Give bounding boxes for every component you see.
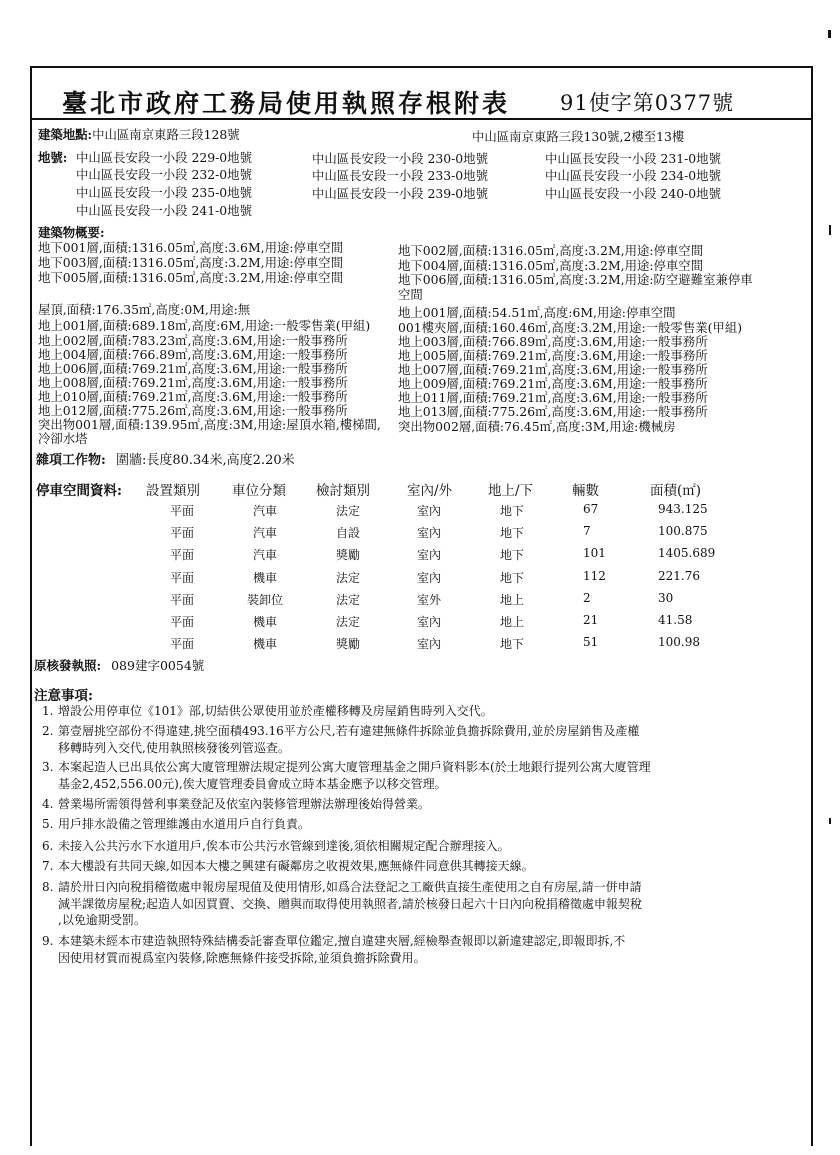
- parking-cell: 法定: [336, 615, 361, 629]
- parking-cell: 機車: [253, 637, 278, 651]
- parking-cell: 平面: [170, 526, 195, 540]
- header-rule: [32, 118, 813, 120]
- note-item: 1. 增設公用停車位《101》部,切結供公眾使用並於產權移轉及房屋銷售時列入交代。: [42, 704, 493, 718]
- floor-left: 屋頂,面積:176.35㎡,高度:0M,用途:無: [38, 302, 251, 317]
- parking-cell: 汽車: [253, 548, 278, 562]
- parking-cell: 112: [583, 569, 606, 583]
- floor-right: 地下006層,面積:1316.05㎡,高度:3.2M,用途:防空避難室兼停車: [398, 272, 753, 287]
- floor-left: 冷卻水塔: [38, 431, 88, 446]
- location-label: 建築地點:: [38, 127, 93, 142]
- parking-cell: 室內: [417, 548, 442, 562]
- floor-right: 001樓夾層,面積:160.46㎡,高度:3.2M,用途:一般零售業(甲組): [398, 320, 743, 335]
- parking-cell: 室內: [417, 571, 442, 585]
- parking-cell: 室外: [417, 593, 442, 607]
- floor-right: 突出物002層,面積:76.45㎡,高度:3M,用途:機械房: [398, 419, 676, 434]
- parking-cell: 汽車: [253, 504, 278, 518]
- note-item: 6. 未接入公共污水下水道用戶,俟本市公共污水管線到達後,須依相關規定配合辦理接入。: [42, 839, 510, 853]
- parking-header: 檢討類別: [316, 483, 370, 499]
- land-lot: 中山區長安段一小段 229-0地號: [76, 150, 252, 165]
- parking-cell: 地下: [500, 571, 525, 585]
- parking-cell: 法定: [336, 571, 361, 585]
- misc-value: 圍牆:長度80.34米,高度2.20米: [115, 453, 295, 468]
- building-label: 建築物概要:: [38, 225, 105, 240]
- parking-cell: 地下: [500, 504, 525, 518]
- parking-cell: 51: [583, 635, 599, 649]
- land-lot: 中山區長安段一小段 239-0地號: [312, 186, 488, 201]
- parking-cell: 室內: [417, 615, 442, 629]
- note-item: 4. 營業場所需領得營利事業登記及依室內裝修管理辦法辦理後始得營業。: [42, 797, 431, 811]
- parking-header: 室內/外: [407, 483, 453, 499]
- floor-left: 地下003層,面積:1316.05㎡,高度:3.2M,用途:停車空間: [38, 255, 344, 270]
- land-lot: 中山區長安段一小段 230-0地號: [312, 151, 488, 166]
- parking-cell: 獎勵: [336, 637, 361, 651]
- parking-cell: 法定: [336, 593, 361, 607]
- parking-cell: 地下: [500, 526, 525, 540]
- scan-speck: [829, 225, 831, 235]
- floor-right: 地上005層,面積:769.21㎡,高度:3.6M,用途:一般事務所: [398, 348, 708, 363]
- notes-label: 注意事項:: [34, 688, 93, 704]
- location-value-right: 中山區南京東路三段130號,2樓至13樓: [472, 129, 685, 144]
- misc-label: 雜項工作物:: [36, 453, 106, 468]
- floor-right: 地上011層,面積:769.21㎡,高度:3.6M,用途:一般事務所: [398, 390, 708, 405]
- floor-left: 地下001層,面積:1316.05㎡,高度:3.6M,用途:停車空間: [38, 240, 344, 255]
- land-lot: 中山區長安段一小段 231-0地號: [545, 151, 721, 166]
- land-lot: 中山區長安段一小段 240-0地號: [545, 186, 721, 201]
- parking-cell: 平面: [170, 637, 195, 651]
- parking-cell: 平面: [170, 593, 195, 607]
- location-value: 中山區南京東路三段128號: [92, 127, 240, 142]
- parking-cell: 地下: [500, 637, 525, 651]
- floor-left: 地上010層,面積:769.21㎡,高度:3.6M,用途:一般事務所: [38, 389, 348, 404]
- floor-right: 地上007層,面積:769.21㎡,高度:3.6M,用途:一般事務所: [398, 362, 708, 377]
- parking-cell: 67: [583, 502, 599, 516]
- note-item: 2. 第壹層挑空部份不得違建,挑空面積493.16平方公尺,若有違建無條件拆除並負擔拆除費用,並於房屋銷售及產權 移轉時列入交代,使用執照核發後列管巡查。: [42, 724, 640, 755]
- parking-header: 地上/下: [488, 483, 534, 499]
- parking-header: 輛數: [572, 483, 599, 499]
- parking-cell: 裝卸位: [247, 593, 284, 607]
- parking-cell: 41.58: [658, 613, 693, 627]
- floor-left: 地上012層,面積:775.26㎡,高度:3.6M,用途:一般事務所: [38, 403, 348, 418]
- parking-header: 車位分類: [232, 483, 286, 499]
- parking-cell: 室內: [417, 637, 442, 651]
- note-item: 9. 本建築未經本市建造執照特殊結構委託審查單位鑑定,擅自違建夾層,經檢舉查報即以新違建認定,即報即拆,不 因使用材質而視爲室內裝修,除應無條件接受拆除,並須負擔拆除費用。: [42, 934, 626, 965]
- parking-cell: 1405.689: [658, 546, 716, 560]
- floor-left: 地上002層,面積:783.23㎡,高度:3.6M,用途:一般事務所: [38, 333, 348, 348]
- original-permit-value: 089建字0054號: [111, 658, 205, 673]
- parking-cell: 地下: [500, 548, 525, 562]
- parking-cell: 室內: [417, 526, 442, 540]
- parking-cell: 221.76: [658, 569, 700, 583]
- scan-speck: [829, 818, 831, 824]
- note-item: 7. 本大樓設有共同天線,如因本大樓之興建有礙鄰房之收視效果,應無條件同意供其轉接天線。: [42, 859, 534, 873]
- parking-header: 面積(㎡): [650, 483, 702, 499]
- floor-right: 地上001層,面積:54.51㎡,高度:6M,用途:停車空間: [398, 305, 676, 320]
- parking-cell: 機車: [253, 615, 278, 629]
- floor-left: 地上006層,面積:769.21㎡,高度:3.6M,用途:一般事務所: [38, 361, 348, 376]
- parking-cell: 汽車: [253, 526, 278, 540]
- parking-label: 停車空間資料:: [36, 483, 122, 499]
- parking-cell: 7: [583, 524, 591, 538]
- floor-right: 地下002層,面積:1316.05㎡,高度:3.2M,用途:停車空間: [398, 243, 704, 258]
- land-lot: 中山區長安段一小段 232-0地號: [76, 167, 252, 182]
- document-title: 臺北市政府工務局使用執照存根附表: [62, 89, 511, 118]
- land-lot: 中山區長安段一小段 235-0地號: [76, 185, 252, 200]
- parking-cell: 平面: [170, 615, 195, 629]
- floor-right: 地下004層,面積:1316.05㎡,高度:3.2M,用途:停車空間: [398, 258, 704, 273]
- parking-cell: 機車: [253, 571, 278, 585]
- floor-left: 突出物001層,面積:139.95㎡,高度:3M,用途:屋頂水箱,樓梯間,: [38, 417, 381, 432]
- floor-left: 地上004層,面積:766.89㎡,高度:3.6M,用途:一般事務所: [38, 347, 348, 362]
- note-item: 3. 本案起造人已出具依公寓大廈管理辦法規定提列公寓大廈管理基金之開戶資料影本(於土地銀行提列公寓大廈管理 基金2,452,556.00元),俟大廈管理委員會成立時本基金應予以移交管理。: [42, 760, 651, 791]
- floor-left: 地上008層,面積:769.21㎡,高度:3.6M,用途:一般事務所: [38, 375, 348, 390]
- original-permit-label: 原核發執照:: [34, 658, 102, 673]
- parking-cell: 平面: [170, 504, 195, 518]
- parking-cell: 地上: [500, 593, 525, 607]
- parking-cell: 地上: [500, 615, 525, 629]
- floor-right: 空間: [398, 287, 423, 302]
- parking-cell: 100.98: [658, 635, 700, 649]
- parking-cell: 獎勵: [336, 548, 361, 562]
- parking-cell: 943.125: [658, 502, 708, 516]
- parking-cell: 法定: [336, 504, 361, 518]
- parking-header: 設置類別: [146, 483, 200, 499]
- note-item: 8. 請於卅日內向稅捐稽徵處申報房屋現值及使用情形,如爲合法登記之工廠供直接生產使用之自有房屋,請一併申請 減半課徵房屋稅;起造人如因買賣、交換、贈與而取得使用執照者,請於核發日起六十日內向稅捐稽徵處申報契稅 ,以免逾期受罰。: [42, 880, 642, 927]
- location-line: [38, 128, 240, 142]
- parking-cell: 21: [583, 613, 599, 627]
- parking-cell: 平面: [170, 571, 195, 585]
- floor-left: 地下005層,面積:1316.05㎡,高度:3.2M,用途:停車空間: [38, 270, 344, 285]
- parking-cell: 室內: [417, 504, 442, 518]
- parking-cell: 101: [583, 546, 606, 560]
- misc-line: [36, 454, 295, 468]
- parking-cell: 30: [658, 591, 674, 605]
- note-item: 5. 用戶排水設備之管理維護由水道用戶自行負責。: [42, 817, 311, 831]
- scan-speck: [828, 30, 831, 38]
- floor-left: 地上001層,面積:689.18㎡,高度:6M,用途:一般零售業(甲組): [38, 318, 371, 333]
- parking-cell: 平面: [170, 548, 195, 562]
- parking-cell: 自設: [336, 526, 361, 540]
- permit-number: 91使字第0377號: [560, 91, 735, 115]
- floor-right: 地上003層,面積:766.89㎡,高度:3.6M,用途:一般事務所: [398, 334, 708, 349]
- land-lot: 中山區長安段一小段 234-0地號: [545, 168, 721, 183]
- parking-cell: 100.875: [658, 524, 708, 538]
- land-label: 地號:: [38, 150, 68, 165]
- land-lot: 中山區長安段一小段 233-0地號: [312, 168, 488, 183]
- parking-cell: 2: [583, 591, 591, 605]
- floor-right: 地上013層,面積:775.26㎡,高度:3.6M,用途:一般事務所: [398, 404, 708, 419]
- floor-right: 地上009層,面積:769.21㎡,高度:3.6M,用途:一般事務所: [398, 376, 708, 391]
- original-permit-line: [34, 659, 204, 673]
- land-lot: 中山區長安段一小段 241-0地號: [76, 203, 252, 218]
